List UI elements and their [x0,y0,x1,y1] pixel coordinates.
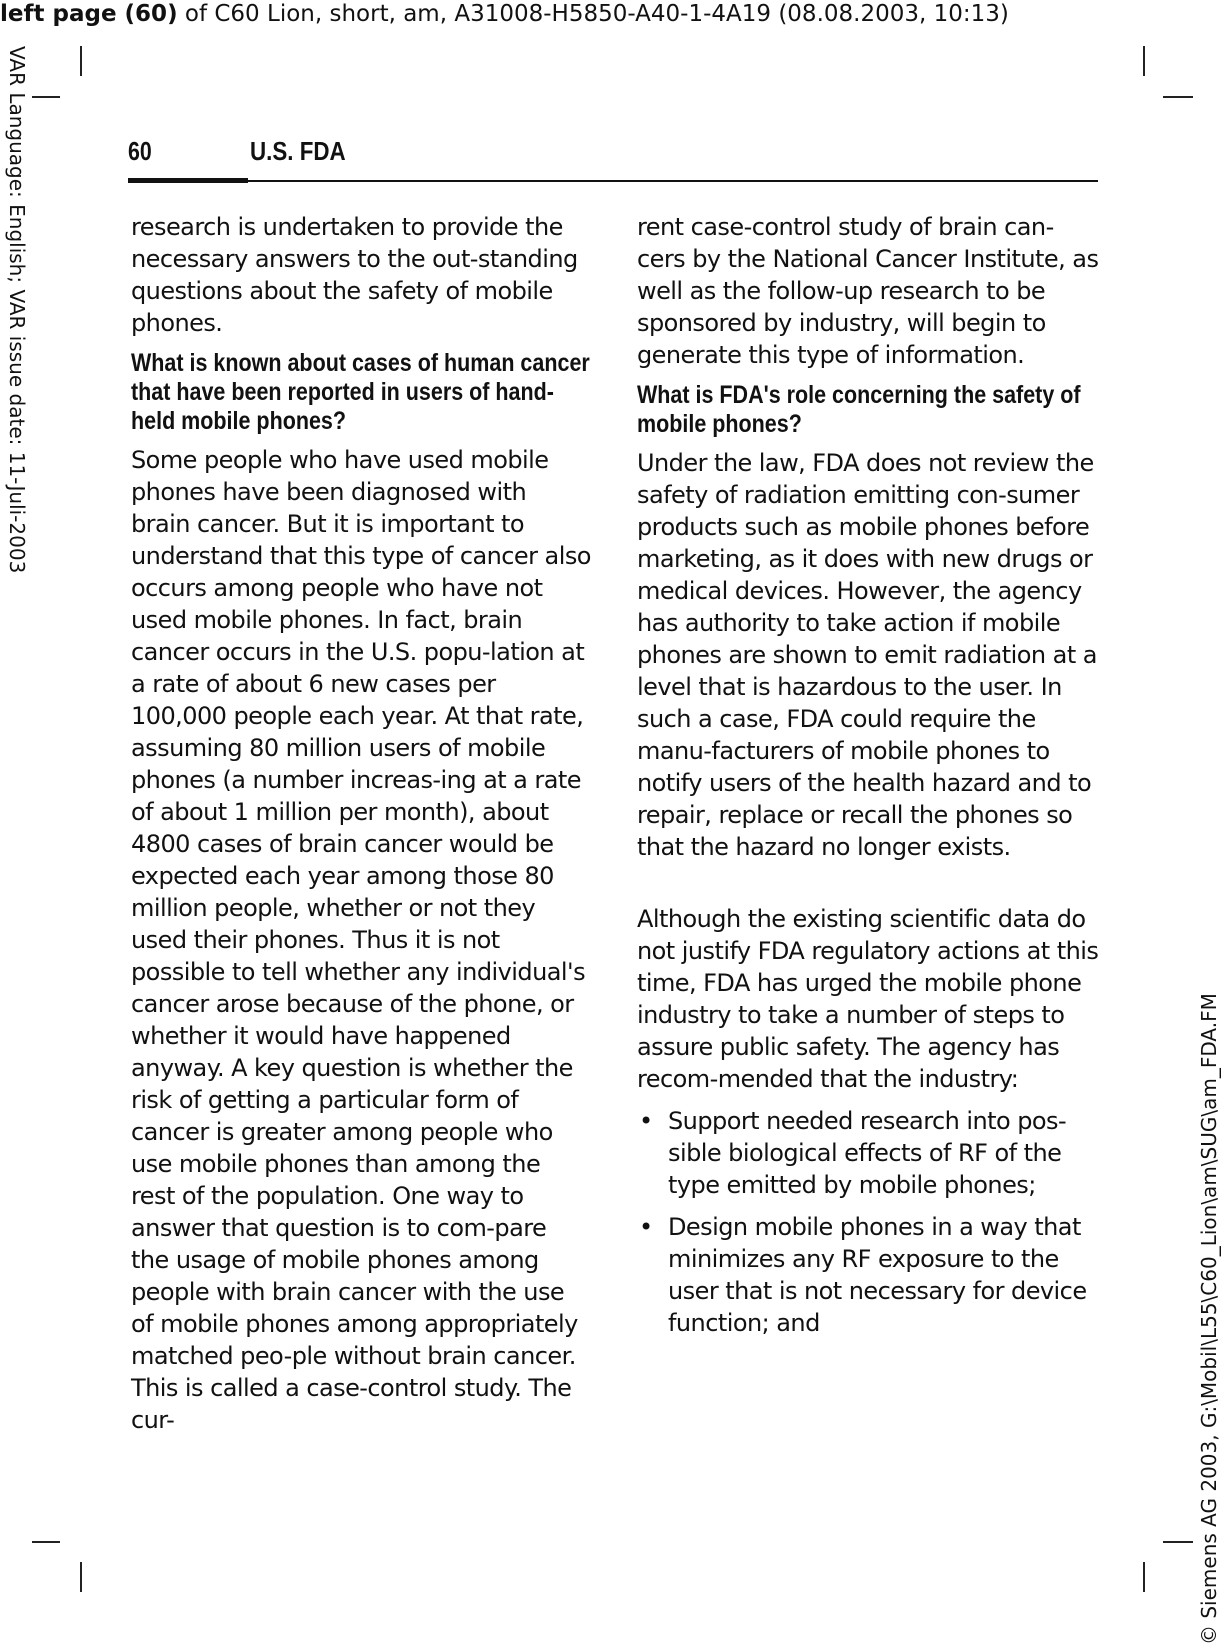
bullet-icon: • [639,1107,653,1135]
paragraph-cancer-cases: Some people who have used mobile phones have been diagnosed with brain cancer. But it is important to understand that this type of cancer also occurs among people who have not used mobile phones. In fact, brain cancer occurs in the U.S. popu-lation at a rate of about 6 new cases per 100,000 people each year. At that rate, assuming 80 million users of mobile phones (a number increas-ing at a rate of about 1 million per month), about 4800 cases of brain cancer would be expected each year among those 80 million people, whether or not they used their phones. Thus it is not possible to tell whether any individual's cancer arose because of the phone, or whether it would have happened anyway. A key question is whether the risk of getting a particular form of cancer is greater among people who use mobile phones than among the rest of the population. One way to answer that question is to com-pare the usage of mobile phones among people with brain cancer with the use of mobile phones among appropriately matched peo-ple without brain cancer. This is called a case-control study. The cur- [131,446,591,1434]
crop-mark-top-right-v [1143,46,1145,76]
document-meta-line [0,0,1009,28]
paragraph-continued: research is undertaken to provide the necessary answers to the out-standing questions about the safety of mobile phones. [131,213,578,337]
document-meta-info: of C60 Lion, short, am, A31008-H5850-A40-1-4A19 (08.08.2003, 10:13) [177,1,1009,27]
crop-mark-bottom-left-h [32,1541,60,1543]
var-language-note: VAR Language: English; VAR issue date: 11-Juli-2003 [5,46,29,574]
section-heading-cancer-cases: What is known about cases of human cancer that have been reported in users of hand-held mobile phones? [131,349,590,435]
list-item [637,1211,1101,1339]
side-note-left [4,46,30,646]
section-heading-fda-role: What is FDA's role concerning the safety of mobile phones? [637,381,1081,438]
side-note-right [1196,940,1224,1645]
crop-mark-top-left-v [80,46,82,76]
copyright-path-note: © Siemens AG 2003, G:\Mobil\L55\C60_Lion\am\SUG\am_FDA.FM [1197,993,1221,1645]
crop-mark-bottom-right-h [1163,1541,1193,1543]
left-column [131,211,591,1436]
paragraph-recommendations: Although the existing scientific data do not justify FDA regulatory actions at this time, FDA has urged the mobile phone industry to take a number of steps to assure public safety. The agency has recom-mended that the industry: [637,905,1099,1093]
page-number: 60 [128,136,152,166]
recommendation-list [637,1105,1101,1339]
header-rule-accent [128,178,248,183]
crop-mark-top-left-h [32,96,60,98]
list-item [637,1105,1101,1201]
header-rule [128,180,1098,182]
crop-mark-top-right-h [1163,96,1193,98]
page-side-label: left page (60) [0,1,178,27]
paragraph-case-control: rent case-control study of brain can-cers by the National Cancer Institute, as well as the follow-up research to be sponsored by industry, will begin to generate this type of information. [637,213,1099,369]
crop-mark-bottom-left-v [80,1562,82,1592]
running-header-title: U.S. FDA [250,136,346,166]
list-item-text: Design mobile phones in a way that minimizes any RF exposure to the user that is not necessary for device function; and [668,1213,1087,1337]
right-column [637,211,1101,1339]
crop-mark-bottom-right-v [1143,1562,1145,1592]
bullet-icon: • [639,1213,653,1241]
list-item-text: Support needed research into pos-sible biological effects of RF of the type emitted by mobile phones; [668,1107,1067,1199]
paragraph-fda-role: Under the law, FDA does not review the safety of radiation emitting con-sumer products such as mobile phones before marketing, as it does with new drugs or medical devices. However, the agency has authority to take action if mobile phones are shown to emit radiation at a level that is hazardous to the user. In such a case, FDA could require the manu-facturers of mobile phones to notify users of the health hazard and to repair, replace or recall the phones so that the hazard no longer exists. [637,449,1097,861]
